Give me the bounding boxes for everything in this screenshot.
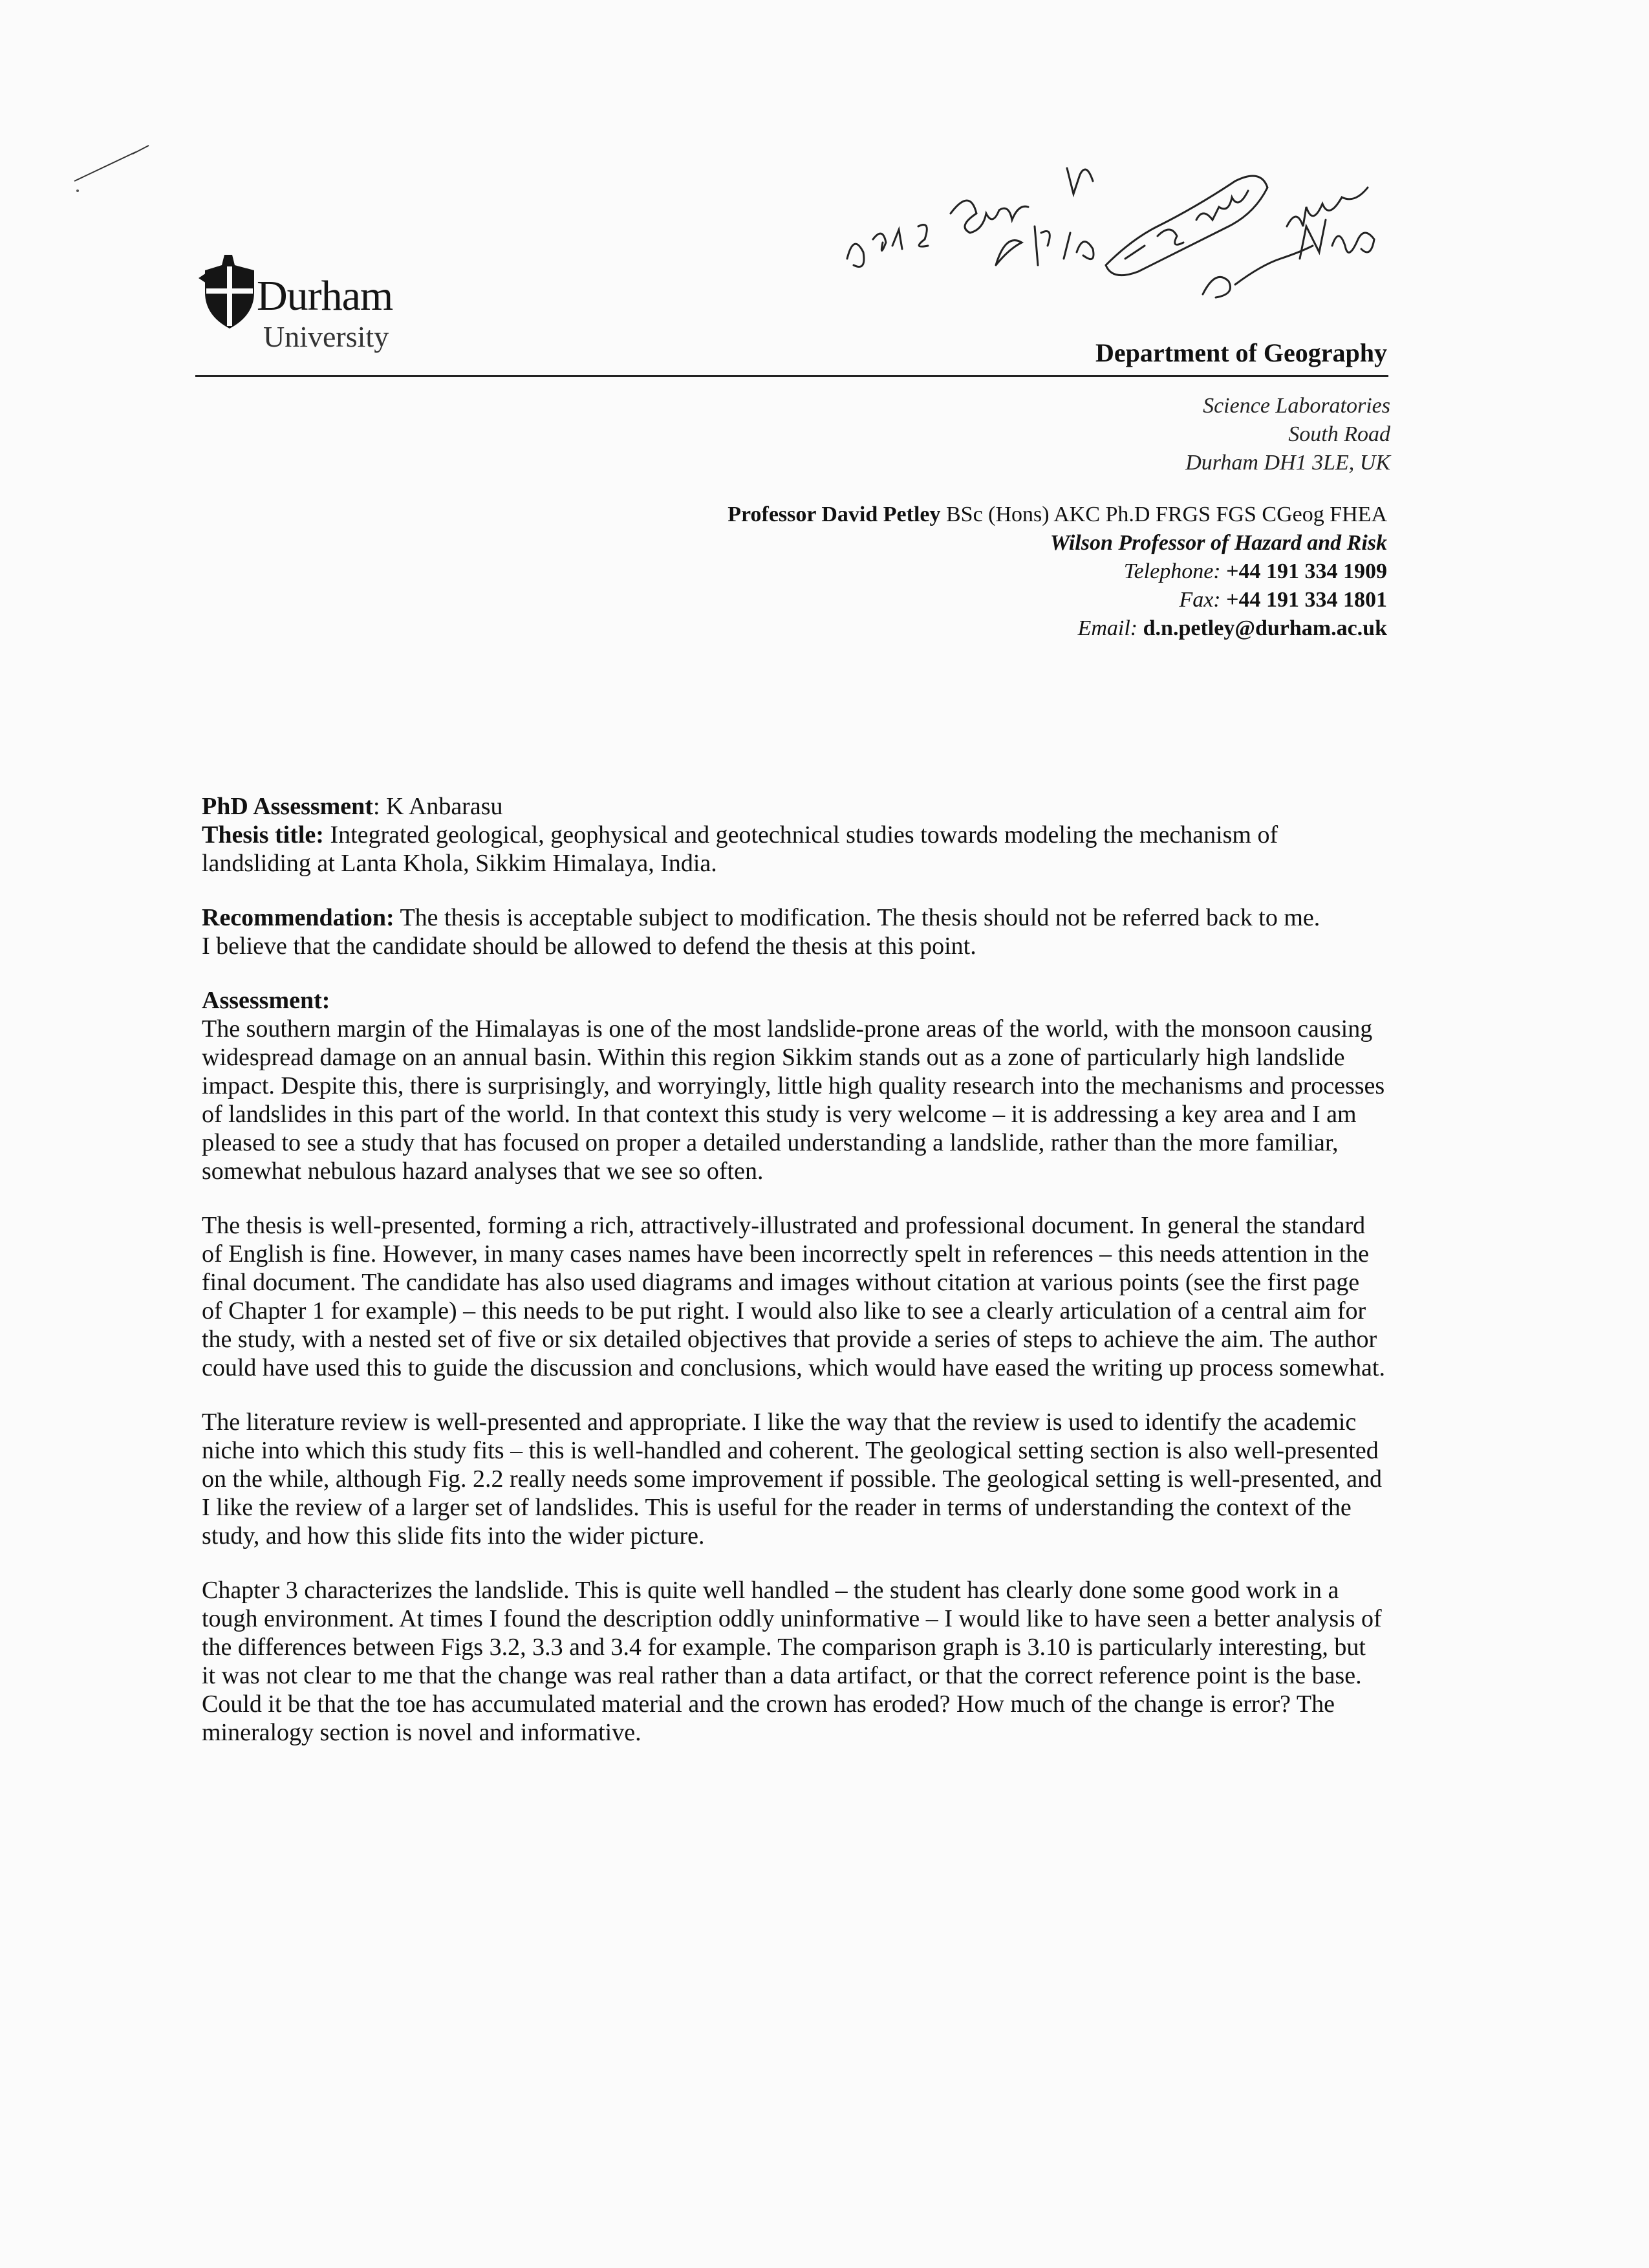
recommendation-paragraph [202,903,1385,960]
address-line: Science Laboratories [1203,394,1390,418]
assessment-text: The southern margin of the Himalayas is one of the most landslide-prone areas of the world, with the monsoon causing widespread damage on an annual basin. Within this region Sikkim stands out as a zone of particularly high landslide impact. Despite this, there is surprisingly, and worryingly, little high quality research into the mechanisms and processes of landslides in this part of the world. In that context this study is very welcome – it is addressing a key area and I am pleased to see a study that has focused on proper a detailed understanding a landslide, rather than the more familiar, somewhat nebulous hazard analyses that we see so often. [202,1015,1385,1185]
assessment-paragraph: The thesis is well-presented, forming a rich, attractively-illustrated and professional document. In general the standard of English is fine. However, in many cases names have been incorrectly spelt in references – this needs attention in the final document. The candidate has also used diagrams and images without citation at various points (see the first page of Chapter 1 for example) – this needs to be put right. I would also like to see a clearly articulation of a central aim for the study, with a nested set of five or six detailed objectives that provide a series of steps to achieve the aim. The author could have used this to guide the discussion and conclusions, which would have eased the writing up process somewhat. [202,1212,1385,1381]
address-block [1185,392,1390,477]
recommendation-text: The thesis is acceptable subject to modification. The thesis should not be referred back to me. [394,904,1320,931]
header-divider [195,375,1388,377]
email-label: Email: [1077,616,1138,640]
handwritten-annotation [821,129,1403,323]
professor-qualifications: BSc (Hons) AKC Ph.D FRGS FGS CGeog FHEA [940,502,1387,526]
email-address: d.n.petley@durham.ac.uk [1143,616,1387,640]
professor-line [727,501,1387,529]
phd-assessment-label: PhD Assessment [202,793,373,820]
professor-name: Professor David Petley [727,502,941,526]
durham-university-logo [197,252,469,362]
recommendation-text-2: I believe that the candidate should be allowed to defend the thesis at this point. [202,933,976,960]
logo-subtitle: University [263,320,389,353]
fax-number: +44 191 334 1801 [1226,588,1387,612]
logo-wordmark: Durham [257,272,393,319]
assessment-paragraph [202,986,1385,1185]
professor-title: Wilson Professor of Hazard and Risk [1050,531,1387,555]
department-name: Department of Geography [1095,338,1387,367]
email-line [727,614,1387,643]
telephone-number: +44 191 334 1909 [1226,559,1387,583]
shield-crest-icon [197,252,262,330]
recommendation-label: Recommendation: [202,904,394,931]
assessment-paragraph: Chapter 3 characterizes the landslide. This is quite well handled – the student has clearly done some good work in a tough environment. At times I found the description oddly uninformative – I would like to have seen a better analysis of the differences between Figs 3.2, 3.3 and 3.4 for example. The comparison graph is 3.10 is particularly interesting, but it was not clear to me that the change was real rather than a data artifact, or that the correct reference point is the base. Could it be that the toe has accumulated material and the crown has eroded? How much of the change is error? The mineralogy section is novel and informative. [202,1577,1382,1746]
assessment-paragraph: The literature review is well-presented and appropriate. I like the way that the review is used to identify the academic niche into which this study fits – this is well-handled and coherent. The geological setting section is also well-presented on the while, although Fig. 2.2 really needs some improvement if possible. The geological setting is well-presented, and I like the review of a larger set of landslides. This is useful for the reader in terms of understanding the context of the study, and how this slide fits into the wider picture. [202,1409,1383,1550]
thesis-title-label: Thesis title: [202,821,324,848]
thesis-title: Integrated geological, geophysical and geotechnical studies towards modeling the mechanism of landsliding at Lanta Khola, Sikkim Himalaya, India. [202,821,1278,877]
address-line: Durham DH1 3LE, UK [1185,451,1390,475]
assessment-label: Assessment: [202,987,330,1014]
candidate-name: : K Anbarasu [372,793,503,820]
address-line: South Road [1288,422,1390,446]
telephone-line [727,557,1387,586]
telephone-label: Telephone: [1123,559,1221,583]
pen-mark [65,136,155,194]
letter-body [202,792,1385,1773]
header-paragraph [202,792,1385,878]
fax-label: Fax: [1179,588,1221,612]
fax-line [727,586,1387,614]
contact-block [727,501,1387,643]
